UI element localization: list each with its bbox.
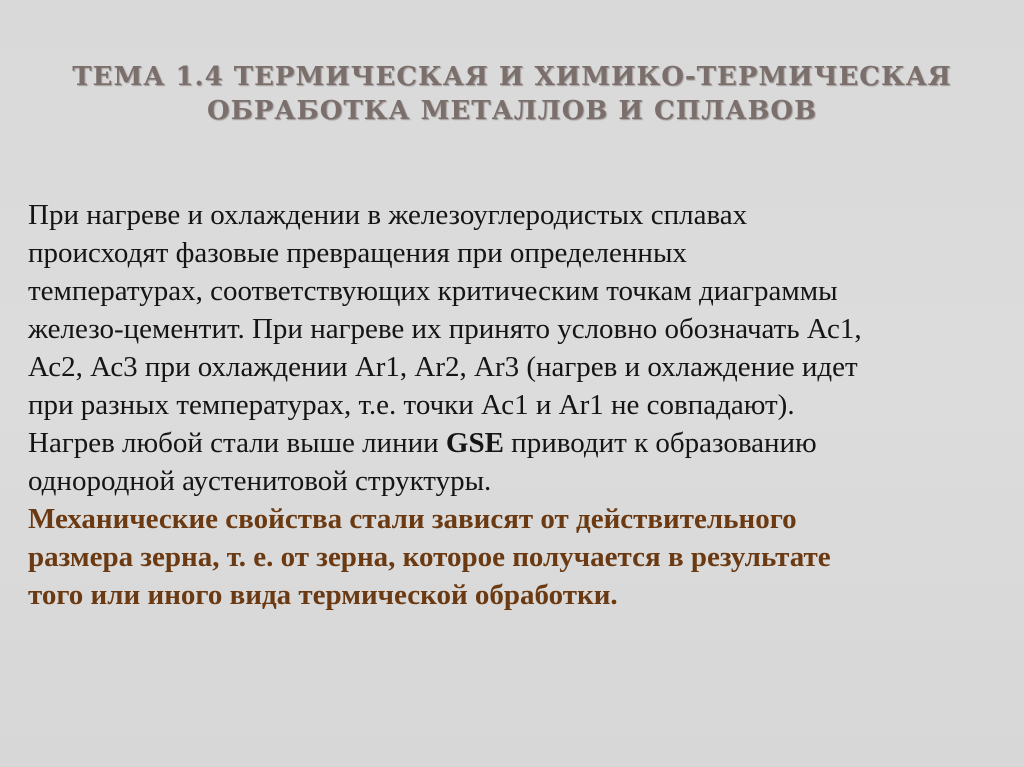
body-line-1: При нагреве и охлаждении в железоуглеродистых сплавах: [28, 199, 748, 231]
emphasis-line-1: Механические свойства стали зависят от действительного: [28, 503, 797, 535]
body-line-3: температурах, соответствующих критическим точкам диаграммы: [28, 275, 838, 307]
body-line-6: при разных температурах, т.е. точки Ас1 и Аr1 не совпадают).: [28, 389, 795, 421]
slide-body: [28, 196, 1003, 614]
body-line-8: однородной аустенитовой структуры.: [28, 465, 492, 497]
emphasis-line-2: размера зерна, т. е. от зерна, которое получается в результате: [28, 541, 831, 573]
body-line-7: [28, 424, 1003, 462]
body-line-2: происходят фазовые превращения при определенных: [28, 237, 687, 269]
body-line-5: Ас2, Ас3 при охлаждении Аr1, Аr2, Аr3 (нагрев и охлаждение идет: [28, 351, 858, 383]
gse-label: GSE: [445, 427, 504, 459]
emphasis-line-3: того или иного вида термической обработки.: [28, 579, 618, 611]
body-line-7-start: Нагрев любой стали выше линии: [28, 427, 446, 459]
title-line-2: ОБРАБОТКА МЕТАЛЛОВ И СПЛАВОВ: [206, 96, 818, 126]
body-line-7-end: приводит к образованию: [503, 427, 817, 459]
title-line-1: ТЕМА 1.4 ТЕРМИЧЕСКАЯ И ХИМИКО-ТЕРМИЧЕСКАЯ: [72, 62, 952, 92]
body-line-4: железо-цементит. При нагреве их принято условно обозначать Ас1,: [28, 313, 862, 345]
slide-title: [60, 60, 964, 128]
